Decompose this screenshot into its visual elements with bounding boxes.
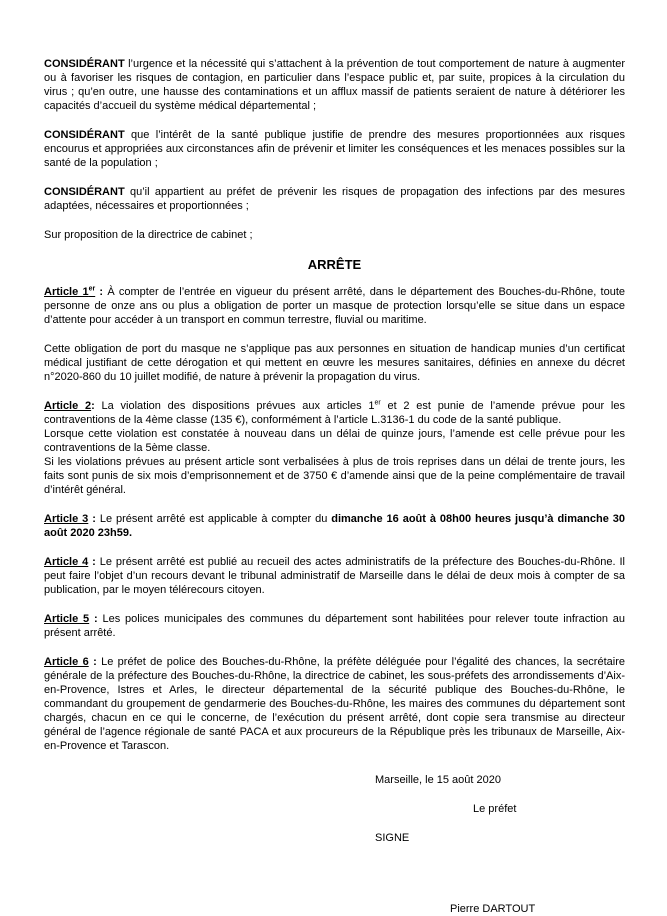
signature-role: Le préfet [473, 803, 517, 815]
article-2-line-3: Si les violations prévues au présent article sont verbalisées à plus de trois reprises dans un délai de trente jours, les faits sont punis de six mois d’emprisonnement et de 3750 € d’amende ainsi que de la peine complémentaire de travail d’intérêt général. [44, 456, 625, 496]
article-1-label: Article 1er [44, 285, 96, 298]
considerant-lead: CONSIDÉRANT [44, 129, 125, 141]
article-2-separator: : [91, 400, 102, 412]
arrete-title: ARRÊTE [307, 257, 362, 272]
considerant-text: que l’intérêt de la santé publique justifie de prendre des mesures proportionnées aux risques encourus et appropriées aux circonstances afin de prévenir et limiter les conséquences et les menaces possibles sur la santé de la population ; [44, 129, 625, 169]
article-3-bold-dates: dimanche 16 août à 08h00 heures jusqu’à dimanche 30 août 2020 23h59. [44, 513, 625, 539]
signature-place-date: Marseille, le 15 août 2020 [375, 774, 501, 786]
article-2-superscript: er [374, 399, 381, 407]
considerant-text: l’urgence et la nécessité qui s’attachent à la prévention de tout comportement de nature à augmenter ou à favoriser les risques de contagion, en particulier dans l’espace public et, par suite, propices à la circulation du virus ; qu’en outre, une hausse des contaminations et un afflux massif de patients seraient de nature à détériorer les capacités d’accueil du système médical départemental ; [44, 58, 625, 112]
article-6-label: Article 6 [44, 656, 89, 668]
article-6-separator: : [88, 656, 102, 668]
article-4-paragraph [44, 555, 625, 597]
considerant-paragraph-2 [44, 128, 625, 170]
article-1-paragraph-2: Cette obligation de port du masque ne s’applique pas aux personnes en situation de handicap munies d’un certificat médical justifiant de cette dérogation et qui mettent en œuvre les mesures sanitaires, définies en annexe du décret n°2020-860 du 10 juillet modifié, de nature à prévenir la propagation du virus. [44, 343, 625, 383]
article-5-separator: : [89, 613, 103, 625]
article-2-line-2: Lorsque cette violation est constatée à nouveau dans un délai de quinze jours, l’amende est celle prévue pour les contraventions de la 5ème classe. [44, 428, 625, 454]
article-1-label-superscript: er [88, 285, 96, 293]
signature-name: Pierre DARTOUT [450, 903, 536, 915]
article-4-label: Article 4 [44, 556, 89, 568]
article-2-body-after-sup: et 2 est punie de l’amende prévue pour les contraventions de la 4ème classe (135 €), conformément à l’article L.3136-1 du code de la santé publique. [44, 400, 625, 426]
signature-signed-mention: SIGNE [375, 832, 410, 844]
considerant-paragraph-1 [44, 57, 625, 113]
considerant-text: qu’il appartient au préfet de prévenir les risques de propagation des infections par des mesures adaptées, nécessaires et proportionnées ; [44, 186, 625, 212]
article-2-block [44, 399, 625, 497]
article-2-body-before-sup: La violation des dispositions prévues aux articles 1 [101, 400, 375, 412]
article-2-paragraph [44, 399, 625, 427]
article-1-body: À compter de l’entrée en vigueur du présent arrêté, dans le département des Bouches-du-Rhône, toute personne de onze ans ou plus a obligation de porter un masque de protection lorsqu’elle se situe dans un espace d’attente pour accéder à un transport en commun terrestre, fluvial ou maritime. [44, 286, 625, 326]
article-6-paragraph [44, 655, 625, 753]
article-4-separator: : [88, 556, 100, 568]
article-6-body: Le préfet de police des Bouches-du-Rhône, la préfète déléguée pour l’égalité des chances, la secrétaire générale de la préfecture des Bouches-du-Rhône, la directrice de cabinet, les sous-préfets des arrondissements d’Aix-en-Provence, Istres et Arles, le directeur départemental de la sécurité publique des Bouches-du-Rhône, le commandant du groupement de gendarmerie des Bouches-du-Rhône, les maires des communes du département sont chargés, chacun en ce qui le concerne, de l’exécution du présent arrêté, dont copie sera transmise au directeur général de l’agence régionale de santé PACA et aux procureurs de la République près les tribunaux de Marseille, Aix-en-Provence et Tarascon. [44, 656, 625, 752]
considerant-lead: CONSIDÉRANT [44, 58, 125, 70]
article-5-label: Article 5 [44, 613, 90, 625]
article-5-paragraph [44, 612, 625, 640]
article-3-paragraph [44, 512, 625, 540]
article-3-separator: : [88, 513, 100, 525]
article-5-body: Les polices municipales des communes du département sont habilitées pour relever toute infraction au présent arrêté. [44, 613, 626, 639]
article-3-body: Le présent arrêté est applicable à compter du [99, 513, 332, 525]
article-1-paragraph [44, 285, 625, 327]
article-4-body: Le présent arrêté est publié au recueil des actes administratifs de la préfecture des Bouches-du-Rhône. Il peut faire l’objet d’un recours devant le tribunal administratif de Marseille dans le délai de deux mois à compter de sa publication, par le moyen télérecours citoyen. [44, 556, 625, 596]
considerant-lead: CONSIDÉRANT [44, 186, 125, 198]
article-1-separator: : [95, 286, 108, 298]
article-2-label: Article 2 [44, 400, 92, 412]
proposition-line: Sur proposition de la directrice de cabinet ; [44, 229, 253, 241]
article-3-label: Article 3 [44, 513, 89, 525]
considerant-paragraph-3 [44, 185, 625, 213]
